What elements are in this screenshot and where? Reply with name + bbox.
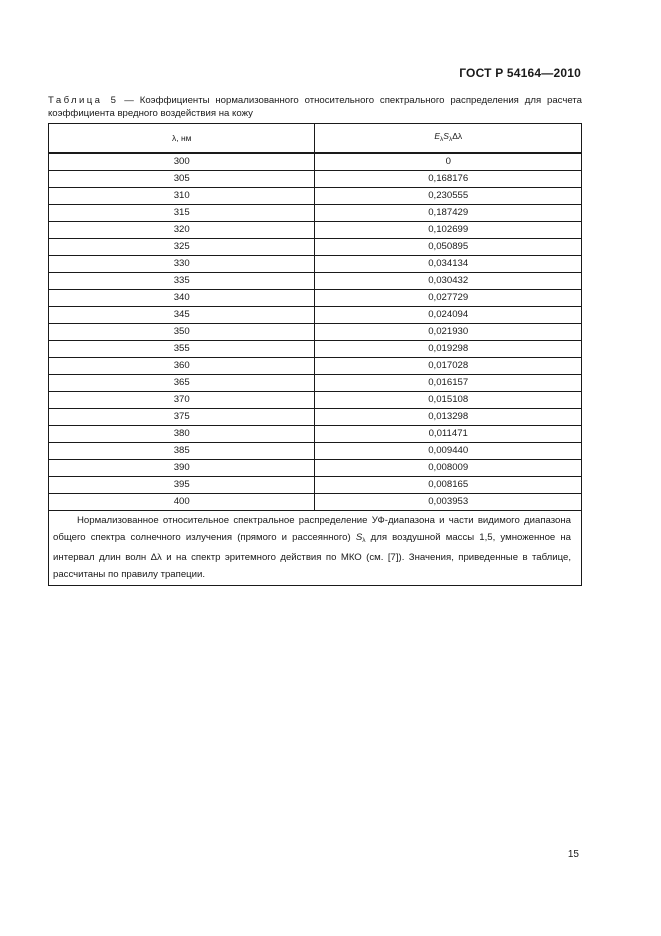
note-symbol-s: S [355, 532, 363, 543]
table-row [49, 290, 582, 307]
value-cell: 0,024094 [315, 307, 582, 324]
wavelength-cell: 390 [49, 460, 315, 477]
value-cell: 0,008165 [315, 477, 582, 494]
value-cell: 0,187429 [315, 205, 582, 222]
page-number: 15 [567, 849, 579, 860]
value-cell: 0,021930 [315, 324, 582, 341]
table-row [49, 153, 582, 171]
wavelength-column-header: λ, нм [49, 124, 315, 154]
table-row [49, 477, 582, 494]
table-row [49, 222, 582, 239]
table-body [49, 153, 582, 586]
table-row [49, 171, 582, 188]
value-cell: 0,030432 [315, 273, 582, 290]
value-cell: 0,019298 [315, 341, 582, 358]
table-row [49, 494, 582, 511]
wavelength-cell: 300 [49, 153, 315, 171]
coefficient-column-header [315, 124, 582, 154]
wavelength-cell: 360 [49, 358, 315, 375]
table-row [49, 409, 582, 426]
table-row [49, 324, 582, 341]
table-header-row [49, 124, 582, 154]
table-row [49, 460, 582, 477]
value-cell: 0,168176 [315, 171, 582, 188]
value-cell: 0,009440 [315, 443, 582, 460]
note-symbol-s-sub: λ [362, 537, 366, 544]
table-row [49, 256, 582, 273]
wavelength-cell: 330 [49, 256, 315, 273]
value-cell: 0,011471 [315, 426, 582, 443]
wavelength-cell: 340 [49, 290, 315, 307]
table-row [49, 341, 582, 358]
table-note-row [49, 511, 582, 586]
symbol-s: S [443, 131, 449, 141]
wavelength-cell: 400 [49, 494, 315, 511]
value-cell: 0,008009 [315, 460, 582, 477]
symbol-delta-lambda: Δλ [452, 131, 463, 141]
value-cell: 0,050895 [315, 239, 582, 256]
wavelength-cell: 320 [49, 222, 315, 239]
wavelength-cell: 385 [49, 443, 315, 460]
table-row [49, 443, 582, 460]
table-caption [48, 95, 582, 120]
coefficients-table [48, 123, 582, 586]
symbol-s-sub: λ [448, 136, 453, 143]
standard-code: ГОСТ Р 54164—2010 [459, 66, 581, 80]
value-cell: 0,016157 [315, 375, 582, 392]
table-row [49, 205, 582, 222]
wavelength-cell: 375 [49, 409, 315, 426]
value-cell: 0,013298 [315, 409, 582, 426]
wavelength-cell: 325 [49, 239, 315, 256]
wavelength-cell: 310 [49, 188, 315, 205]
symbol-e-sub: λ [440, 136, 444, 143]
wavelength-cell: 345 [49, 307, 315, 324]
table-caption-label: Таблица 5 [48, 95, 119, 106]
value-cell: 0,230555 [315, 188, 582, 205]
wavelength-cell: 395 [49, 477, 315, 494]
table-row [49, 239, 582, 256]
table-row [49, 375, 582, 392]
wavelength-cell: 355 [49, 341, 315, 358]
table-caption-text: — Коэффициенты нормализованного относительного спектрального распределения для расчета коэффициента вредного воздействия на кожу [48, 95, 582, 119]
wavelength-cell: 380 [49, 426, 315, 443]
wavelength-cell: 315 [49, 205, 315, 222]
note-text-part1: Нормализованное относительное спектральное распределение УФ-диапазона и части видимого диапазона общего спектра солнечного излучения (прямого и рассеянного) [53, 515, 571, 543]
table-row [49, 392, 582, 409]
value-cell: 0,017028 [315, 358, 582, 375]
value-cell: 0 [315, 153, 582, 171]
wavelength-cell: 335 [49, 273, 315, 290]
table-row [49, 426, 582, 443]
wavelength-cell: 370 [49, 392, 315, 409]
table-row [49, 358, 582, 375]
table-row [49, 188, 582, 205]
value-cell: 0,003953 [315, 494, 582, 511]
table-row [49, 273, 582, 290]
value-cell: 0,027729 [315, 290, 582, 307]
table-row [49, 307, 582, 324]
value-cell: 0,015108 [315, 392, 582, 409]
wavelength-cell: 305 [49, 171, 315, 188]
note-text-part2: для воздушной массы 1,5, умноженное на интервал длин волн Δλ и на спектр эритемного действия по МКО (см. [7]). Значения, приведенные в таблице, рассчитаны по правилу трапеции. [53, 532, 572, 580]
wavelength-cell: 350 [49, 324, 315, 341]
wavelength-cell: 365 [49, 375, 315, 392]
table-note [49, 511, 582, 586]
symbol-e: E [434, 131, 441, 141]
value-cell: 0,102699 [315, 222, 582, 239]
value-cell: 0,034134 [315, 256, 582, 273]
